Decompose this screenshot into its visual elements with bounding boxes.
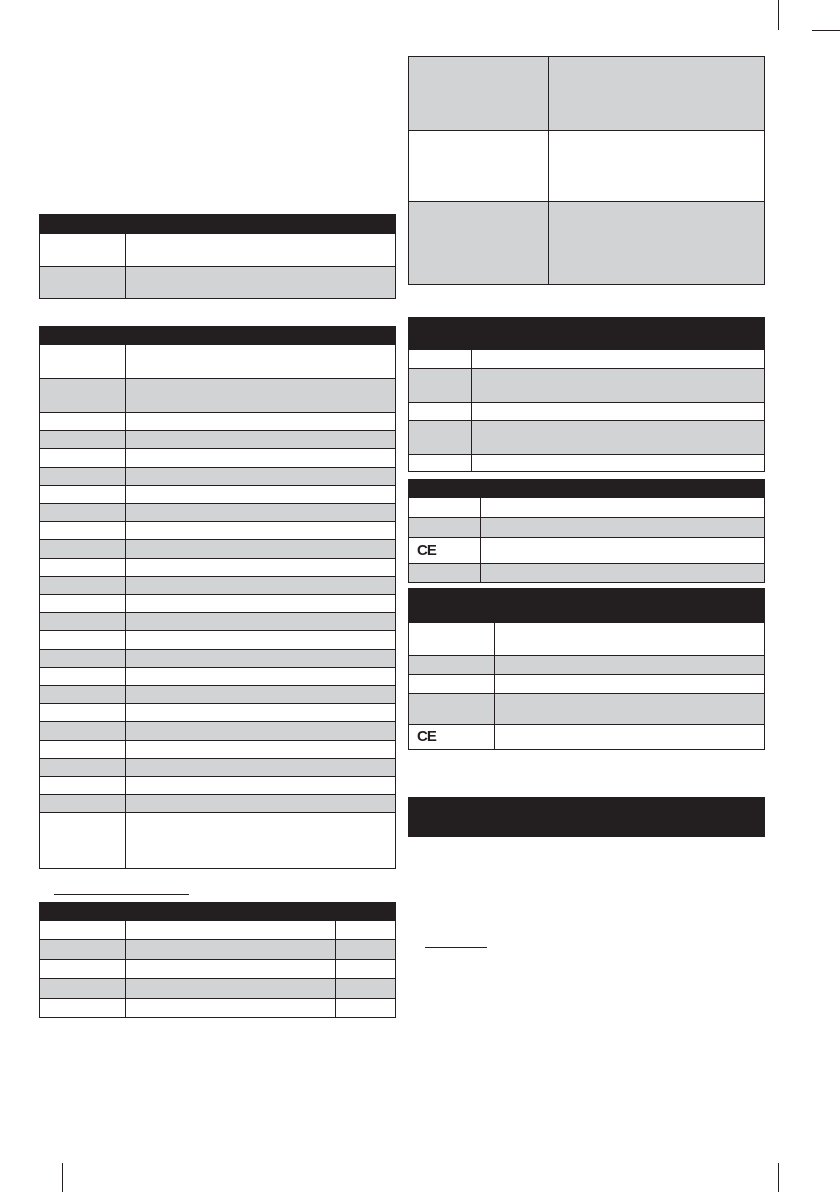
table-row [40, 612, 395, 630]
table-row [409, 537, 764, 563]
table-row [40, 630, 395, 648]
right-table-4 [408, 317, 765, 472]
column-divider [548, 57, 549, 284]
table-row [409, 497, 764, 517]
table-row [40, 740, 395, 758]
crop-mark-top-right-h [812, 30, 840, 31]
table-row [40, 667, 395, 685]
table-row [40, 503, 395, 521]
table-row [40, 594, 395, 612]
table-header [40, 903, 395, 920]
table-row [409, 563, 764, 582]
table-row [40, 794, 395, 812]
table-row [409, 57, 764, 130]
table-row [40, 378, 395, 412]
table-row [40, 344, 395, 378]
table-row [40, 485, 395, 503]
ce-mark-icon: CE [417, 728, 436, 745]
table-row [40, 558, 395, 576]
table-row [40, 576, 395, 594]
left-table-2 [39, 326, 396, 869]
table-row [40, 233, 395, 266]
table-row [409, 130, 764, 201]
right-table-top [408, 56, 765, 285]
table-row [409, 420, 764, 454]
table-row [409, 724, 764, 749]
column-divider [125, 233, 126, 298]
table-header [409, 480, 764, 497]
underline [54, 894, 189, 895]
table-row [40, 939, 395, 958]
table-row [409, 368, 764, 402]
table-row [409, 674, 764, 693]
table-row [40, 721, 395, 739]
table-row [409, 622, 764, 655]
column-divider [335, 920, 336, 1017]
table-row [40, 920, 395, 939]
table-row [409, 201, 764, 284]
left-table-1 [39, 214, 396, 299]
table-row [409, 454, 764, 471]
table-header [40, 215, 395, 233]
table-header [409, 318, 764, 349]
left-table-3 [39, 902, 396, 1018]
table-row [40, 758, 395, 776]
table-row [409, 349, 764, 368]
table-header [409, 589, 764, 622]
table-row [409, 517, 764, 537]
table-row [40, 685, 395, 703]
column-divider [480, 497, 481, 582]
table-row [40, 998, 395, 1017]
crop-mark-top-right-v [778, 0, 779, 30]
table-row [40, 812, 395, 846]
column-divider [494, 622, 495, 749]
table-row [40, 978, 395, 997]
table-row [40, 776, 395, 794]
table-row [40, 430, 395, 448]
right-table-6 [408, 588, 765, 750]
right-table-5 [408, 479, 765, 583]
table-row [40, 521, 395, 539]
table-row [409, 693, 764, 724]
underline [425, 947, 487, 948]
column-divider [125, 344, 126, 868]
table-row [40, 448, 395, 466]
crop-mark-bottom-right-v [778, 1163, 779, 1192]
crop-mark-bottom-left-v [62, 1163, 63, 1192]
table-header [40, 327, 395, 344]
column-divider [471, 349, 472, 471]
table-row [409, 402, 764, 420]
section-banner [408, 797, 765, 837]
table-row [40, 703, 395, 721]
table-row [40, 959, 395, 978]
ce-mark-icon: CE [417, 542, 436, 559]
table-row [409, 655, 764, 674]
table-row [40, 266, 395, 298]
table-row [40, 467, 395, 485]
table-row [40, 649, 395, 667]
table-row [40, 539, 395, 557]
table-row [40, 412, 395, 430]
column-divider [125, 920, 126, 1017]
